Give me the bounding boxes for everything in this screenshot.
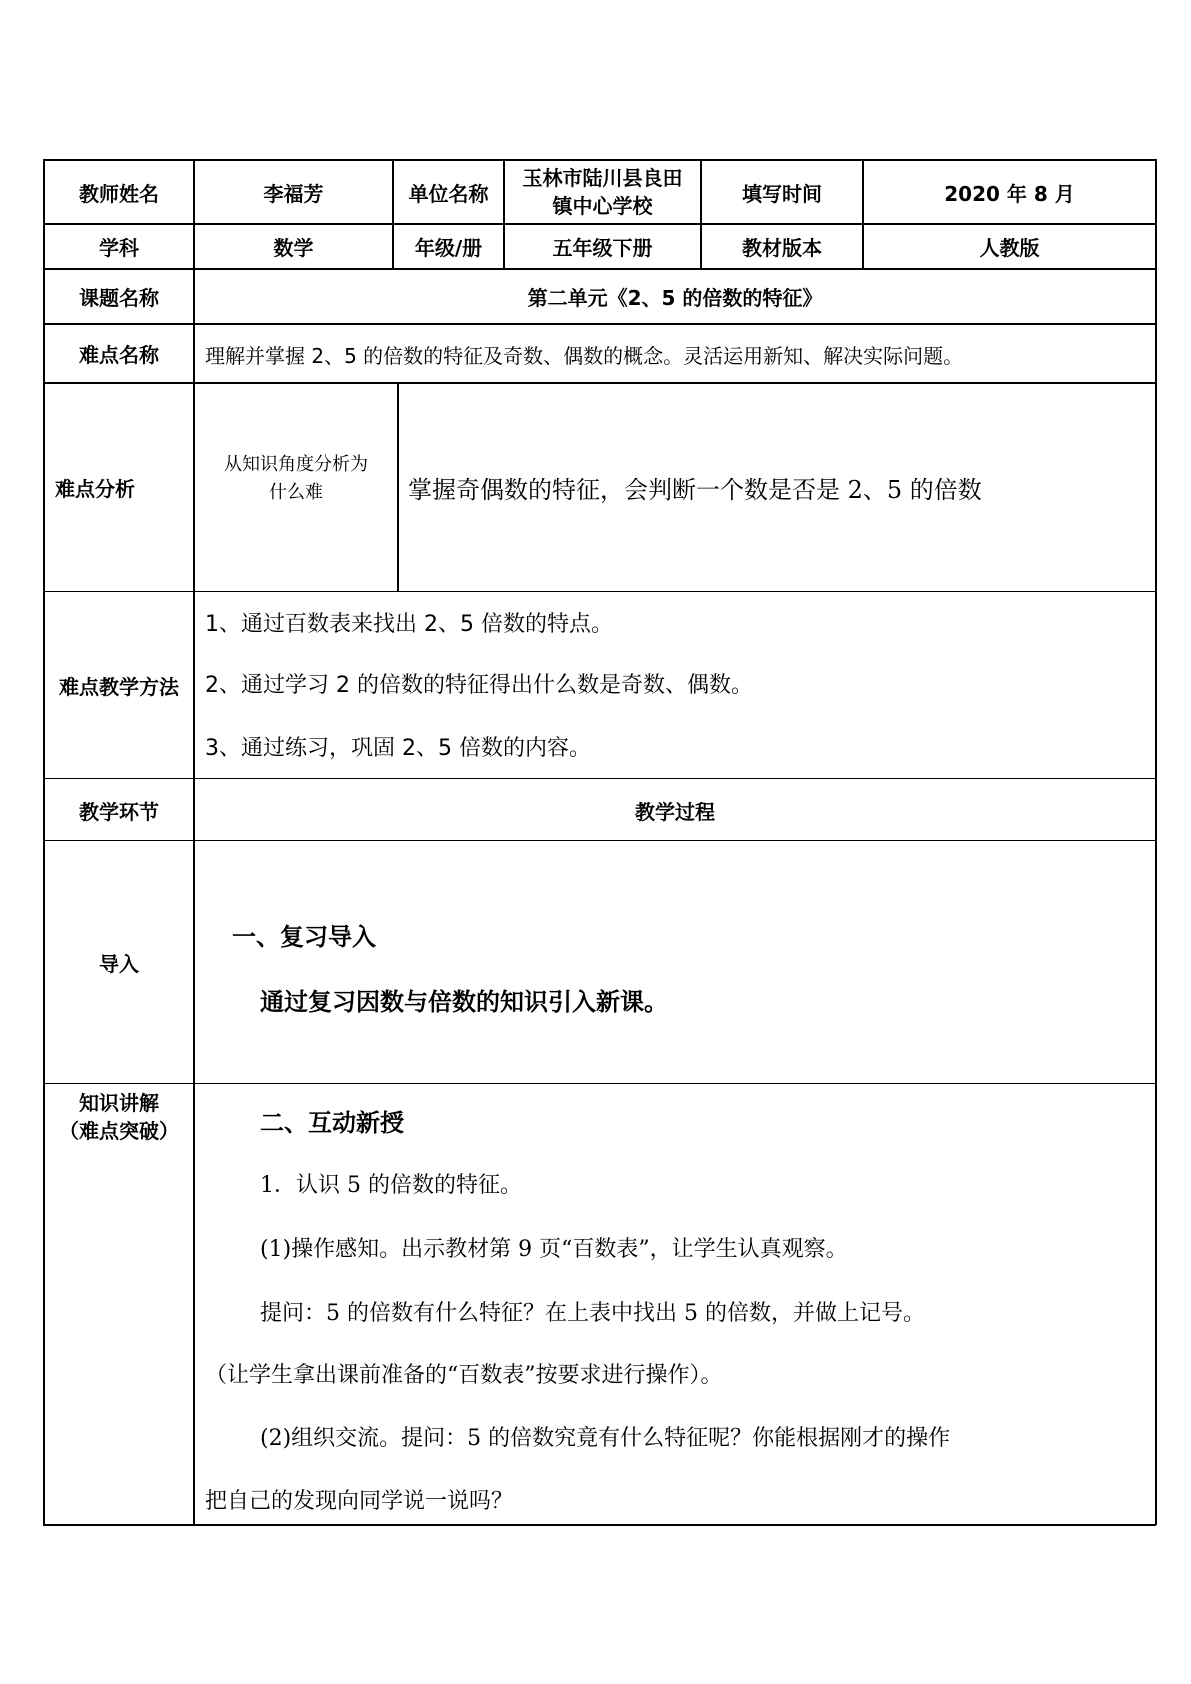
method-item-1: 1、通过百数表来找出 2、5 倍数的特点。: [205, 612, 613, 637]
date-value: 2020 年 8 月: [944, 181, 1075, 206]
table-bottom-border: [43, 1524, 1156, 1526]
analysis-content: 掌握奇偶数的特征，会判断一个数是否是 2、5 的倍数: [408, 476, 982, 504]
knowledge-line-1: 1．认识 5 的倍数的特征。: [260, 1173, 522, 1198]
knowledge-line-3: 提问：5 的倍数有什么特征？在上表中找出 5 的倍数，并做上记号。: [260, 1301, 925, 1326]
stage-label: 教学环节: [79, 799, 159, 824]
table-right-border: [1155, 159, 1157, 1525]
grade-label: 年级/册: [414, 236, 483, 260]
analysis-sub-label-line-1: 从知识角度分析为: [224, 454, 368, 475]
edition-value: 人教版: [979, 236, 1040, 260]
knowledge-label-line-1: 知识讲解: [79, 1091, 159, 1115]
subject-value: 数学: [273, 236, 314, 260]
method-item-3: 3、通过练习，巩固 2、5 倍数的内容。: [205, 736, 591, 761]
row-divider: [43, 1083, 1156, 1084]
row-divider: [43, 591, 1156, 592]
row-divider: [43, 840, 1156, 841]
intro-label: 导入: [99, 952, 139, 976]
edition-label: 教材版本: [742, 236, 822, 260]
teacher-name: 李福芳: [263, 181, 324, 206]
analysis-column-divider: [397, 382, 399, 591]
teacher-label: 教师姓名: [79, 181, 159, 206]
method-label: 难点教学方法: [59, 675, 179, 699]
difficulty-label: 难点名称: [79, 343, 159, 367]
row-divider: [43, 778, 1156, 779]
unit-name-line-2: 镇中心学校: [552, 194, 653, 218]
process-label: 教学过程: [635, 799, 715, 824]
knowledge-line-6: 把自己的发现向同学说一说吗？: [205, 1489, 514, 1514]
knowledge-label: [45, 1087, 193, 1147]
knowledge-line-2: (1)操作感知。出示教材第 9 页“百数表”，让学生认真观察。: [260, 1237, 848, 1262]
date-label: 填写时间: [742, 181, 822, 206]
method-item-2: 2、通过学习 2 的倍数的特征得出什么数是奇数、偶数。: [205, 673, 753, 698]
intro-heading: 一、复习导入: [232, 923, 376, 951]
unit-name: [505, 161, 700, 223]
subject-label: 学科: [99, 236, 139, 260]
intro-text: 通过复习因数与倍数的知识引入新课。: [260, 988, 668, 1016]
analysis-label: 难点分析: [55, 477, 135, 501]
knowledge-line-4: （让学生拿出课前准备的“百数表”按要求进行操作）。: [205, 1363, 723, 1388]
grade-value: 五年级下册: [552, 236, 653, 260]
knowledge-line-5: (2)组织交流。提问：5 的倍数究竟有什么特征呢？你能根据刚才的操作: [260, 1426, 951, 1451]
difficulty-value: 理解并掌握 2、5 的倍数的特征及奇数、偶数的概念。灵活运用新知、解决实际问题。: [205, 344, 964, 368]
analysis-sub-label-line-2: 什么难: [269, 482, 323, 503]
unit-label: 单位名称: [408, 181, 489, 206]
knowledge-heading: 二、互动新授: [260, 1109, 404, 1137]
topic-label: 课题名称: [79, 286, 159, 310]
unit-name-line-1: 玉林市陆川县良田: [522, 166, 683, 190]
analysis-sub-label: [195, 384, 397, 504]
row-divider: [43, 323, 1156, 325]
label-column-divider: [193, 159, 195, 1525]
knowledge-label-line-2: （难点突破）: [59, 1119, 179, 1143]
topic-value: 第二单元《2、5 的倍数的特征》: [527, 286, 823, 310]
